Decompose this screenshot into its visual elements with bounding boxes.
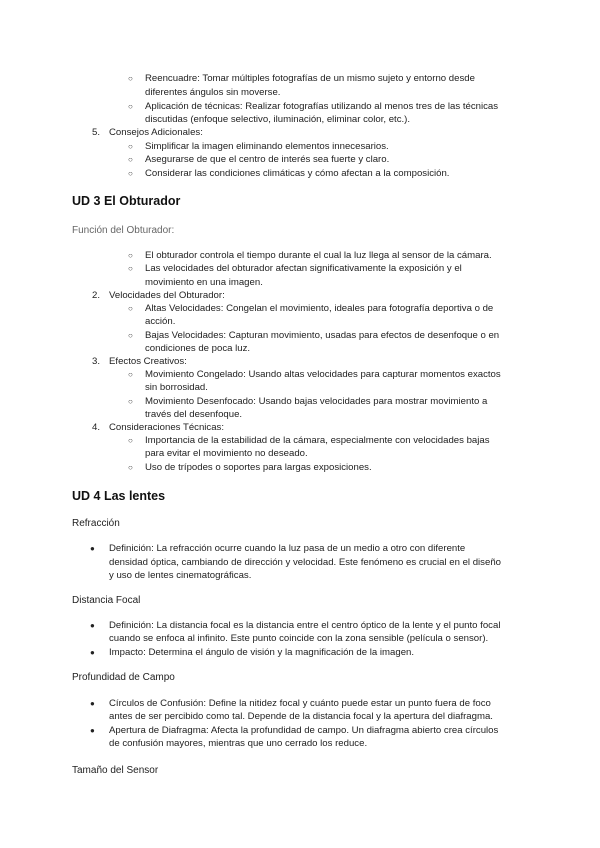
list-item: Impacto: Determina el ángulo de visión y la magnificación de la imagen.: [109, 647, 415, 658]
list-item-cont: antes de ser percibido como tal. Depende de la distancia focal y la apertura del diafragma.: [109, 711, 493, 722]
section-title-ud4: UD 4 Las lentes: [72, 489, 166, 503]
hollow-bullet-icon: ○: [128, 331, 133, 340]
subheading-funcion: Función del Obturador:: [72, 225, 175, 236]
list-number: 4.: [92, 422, 101, 433]
hollow-bullet-icon: ○: [128, 304, 133, 313]
list-item: Aplicación de técnicas: Realizar fotografías utilizando al menos tres de las técnicas: [145, 101, 499, 112]
hollow-bullet-icon: ○: [128, 169, 133, 178]
list-item: Asegurarse de que el centro de interés sea fuerte y claro.: [145, 154, 390, 165]
subheading-distancia-focal: Distancia Focal: [72, 595, 141, 606]
list-number: 5.: [92, 127, 101, 138]
list-heading-efectos: Efectos Creativos:: [109, 356, 187, 367]
hollow-bullet-icon: ○: [128, 251, 133, 260]
solid-bullet-icon: ●: [90, 726, 95, 735]
list-item: Reencuadre: Tomar múltiples fotografías de un mismo sujeto y entorno desde: [145, 73, 475, 84]
list-item: Movimiento Congelado: Usando altas velocidades para capturar momentos exactos: [145, 369, 501, 380]
list-item: El obturador controla el tiempo durante el cual la luz llega al sensor de la cámara.: [145, 250, 492, 261]
list-item: Considerar las condiciones climáticas y cómo afectan a la composición.: [145, 168, 450, 179]
solid-bullet-icon: ●: [90, 621, 95, 630]
list-item-cont: para evitar el movimiento no deseado.: [145, 448, 308, 459]
list-item-cont: discutidas (enfoque selectivo, iluminación, eliminar color, etc.).: [145, 114, 411, 125]
list-item-cont: sin borrosidad.: [145, 382, 208, 393]
hollow-bullet-icon: ○: [128, 436, 133, 445]
hollow-bullet-icon: ○: [128, 463, 133, 472]
list-heading-consejos: Consejos Adicionales:: [109, 127, 203, 138]
list-number: 2.: [92, 290, 101, 301]
list-item-cont: diferentes ángulos sin moverse.: [145, 87, 281, 98]
list-item: Definición: La distancia focal es la distancia entre el centro óptico de la lente y el punto focal: [109, 620, 501, 631]
list-item: Uso de trípodes o soportes para largas exposiciones.: [145, 462, 372, 473]
list-item-cont: de confusión mayores, mientras que uno cerrado los reduce.: [109, 738, 368, 749]
list-item-cont: densidad óptica, cambiando de dirección y velocidad. Este fenómeno es crucial en el diseño: [109, 557, 501, 568]
list-heading-velocidades: Velocidades del Obturador:: [109, 290, 225, 301]
list-item: Apertura de Diafragma: Afecta la profundidad de campo. Un diafragma abierto crea círculos: [109, 725, 499, 736]
list-number: 3.: [92, 356, 101, 367]
list-item-cont: movimiento en una imagen.: [145, 277, 263, 288]
list-item: Altas Velocidades: Congelan el movimiento, ideales para fotografía deportiva o de: [145, 303, 494, 314]
hollow-bullet-icon: ○: [128, 102, 133, 111]
list-item-cont: cuando se enfoca al infinito. Este punto coincide con la zona sensible (película o sensor).: [109, 633, 489, 644]
list-item: Simplificar la imagen eliminando elementos innecesarios.: [145, 141, 389, 152]
solid-bullet-icon: ●: [90, 699, 95, 708]
subheading-profundidad: Profundidad de Campo: [72, 672, 175, 683]
hollow-bullet-icon: ○: [128, 397, 133, 406]
list-heading-consideraciones: Consideraciones Técnicas:: [109, 422, 225, 433]
hollow-bullet-icon: ○: [128, 264, 133, 273]
section-title-ud3: UD 3 El Obturador: [72, 194, 181, 208]
hollow-bullet-icon: ○: [128, 155, 133, 164]
list-item: Círculos de Confusión: Define la nitidez focal y cuánto puede estar un punto fuera de foco: [109, 698, 491, 709]
hollow-bullet-icon: ○: [128, 142, 133, 151]
solid-bullet-icon: ●: [90, 544, 95, 553]
subheading-refraccion: Refracción: [72, 518, 120, 529]
solid-bullet-icon: ●: [90, 648, 95, 657]
list-item-cont: condiciones de poca luz.: [145, 343, 251, 354]
list-item: Movimiento Desenfocado: Usando bajas velocidades para mostrar movimiento a: [145, 396, 488, 407]
list-item-cont: acción.: [145, 316, 176, 327]
list-item: Definición: La refracción ocurre cuando la luz pasa de un medio a otro con diferente: [109, 543, 466, 554]
subheading-tamano-sensor: Tamaño del Sensor: [72, 765, 159, 776]
list-item-cont: y uso de lentes cinematográficas.: [109, 570, 252, 581]
list-item: Importancia de la estabilidad de la cámara, especialmente con velocidades bajas: [145, 435, 490, 446]
list-item: Bajas Velocidades: Capturan movimiento, usadas para efectos de desenfoque o en: [145, 330, 500, 341]
list-item: Las velocidades del obturador afectan significativamente la exposición y el: [145, 263, 462, 274]
list-item-cont: través del desenfoque.: [145, 409, 243, 420]
hollow-bullet-icon: ○: [128, 74, 133, 83]
hollow-bullet-icon: ○: [128, 370, 133, 379]
